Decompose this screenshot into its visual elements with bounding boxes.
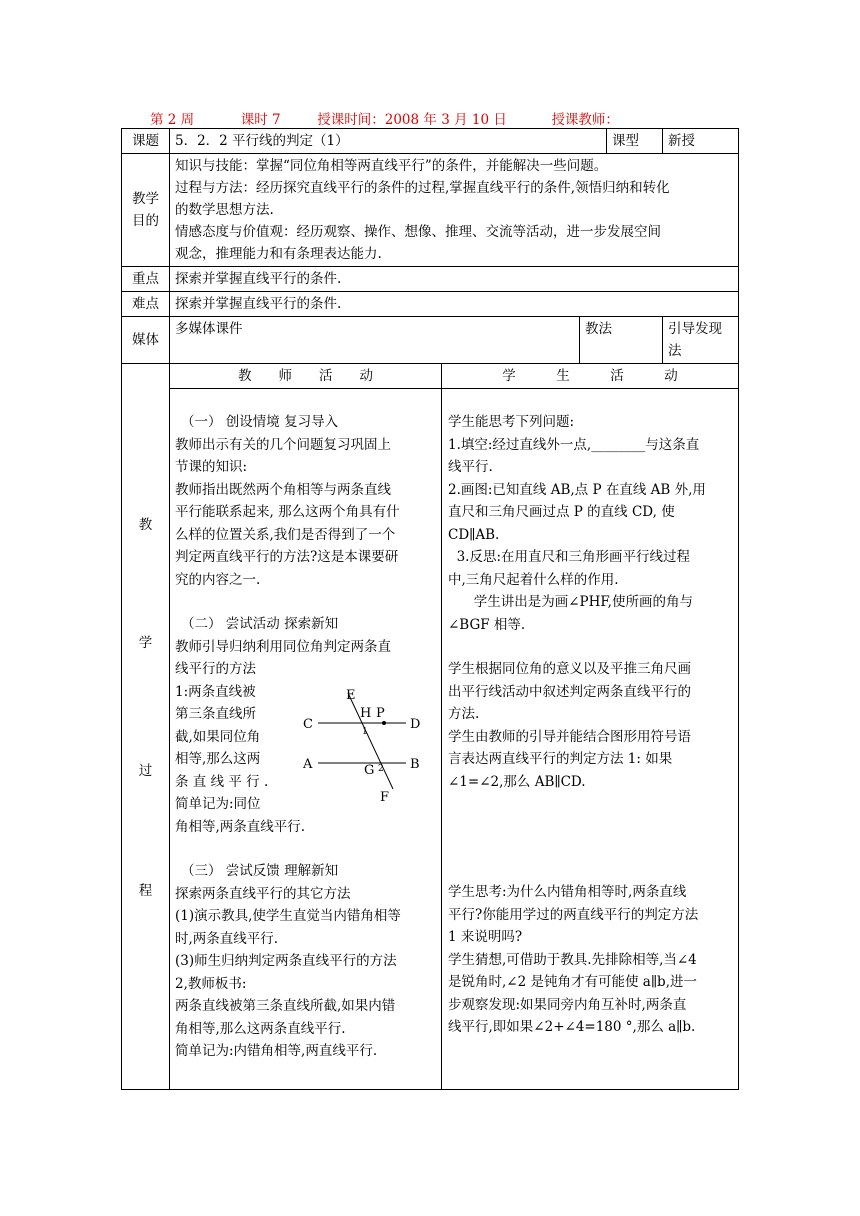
student-line: 学生由教师的引导并能结合图形用符号语 bbox=[448, 728, 691, 745]
topic-label: 课题 bbox=[122, 129, 170, 154]
student-line: CD∥AB. bbox=[448, 526, 500, 543]
student-line: 是锐角时,∠2 是钝角才有可能使 a∥b,进一 bbox=[448, 974, 697, 990]
goal-line: 过程与方法：经历探究直线平行的条件的过程,掌握直线平行的条件,领悟归纳和转化 bbox=[175, 180, 670, 196]
process-body bbox=[170, 389, 739, 1090]
goals-label-line: 目的 bbox=[132, 213, 159, 229]
angle-2-label: 2 bbox=[378, 764, 384, 774]
label-h: H bbox=[360, 706, 372, 721]
teacher-line: 2,教师板书: bbox=[175, 975, 247, 992]
student-line: 学生讲出是为画∠PHF,使所画的角与 bbox=[448, 594, 693, 610]
student-line: 1 来说明吗? bbox=[448, 929, 523, 945]
goal-line: 观念，推理能力和有条理表达能力. bbox=[175, 246, 382, 262]
teacher-line: 么样的位置关系,我们是否得到了一个 bbox=[175, 526, 396, 543]
goals-label-line: 教学 bbox=[132, 191, 159, 207]
parallel-lines-figure bbox=[298, 681, 433, 803]
media-value: 多媒体课件 bbox=[170, 317, 580, 364]
topic-value: 5．2．2 平行线的判定（1） bbox=[170, 129, 607, 154]
type-value: 新授 bbox=[663, 129, 739, 154]
teacher-line: 教师指出既然两个角相等与两条直线 bbox=[175, 481, 391, 498]
teacher-activity-heading: 教 师 活 动 bbox=[170, 364, 442, 389]
teacher-activity bbox=[170, 389, 442, 1089]
difficulty-value: 探索并掌握直线平行的条件. bbox=[170, 292, 739, 317]
process-char: 程 bbox=[138, 883, 153, 899]
label-d: D bbox=[410, 717, 421, 732]
label-a: A bbox=[303, 757, 313, 772]
student-line: 直尺和三角尺画过点 P 的直线 CD, 使 bbox=[448, 504, 675, 520]
process-label bbox=[122, 364, 170, 1090]
key-point-label: 重点 bbox=[122, 267, 170, 292]
teacher-line: 探索两条直线平行的其它方法 bbox=[175, 885, 351, 902]
student-line: 学生思考:为什么内错角相等时,两条直线 bbox=[448, 884, 687, 900]
teacher-line: 条 直 线 平 行 . bbox=[175, 773, 269, 790]
student-line: 3.反思:在用直尺和三角形画平行线过程 bbox=[448, 549, 691, 565]
teacher-line: 平行能联系起来, 那么这两个角具有什 bbox=[175, 504, 400, 520]
difficulty-label: 难点 bbox=[122, 292, 170, 317]
student-line: 2.画图:已知直线 AB,点 P 在直线 AB 外,用 bbox=[448, 481, 706, 498]
teacher-label: 授课教师： bbox=[551, 112, 619, 128]
teacher-line: 角相等,那么这两条直线平行. bbox=[175, 1020, 346, 1037]
process-char: 过 bbox=[138, 763, 153, 779]
method-label: 教法 bbox=[580, 317, 663, 364]
angle-1-label: 1 bbox=[362, 727, 368, 737]
label-f: F bbox=[380, 790, 390, 803]
teacher-line: 截,如果同位角 bbox=[175, 728, 261, 745]
teacher-line: (3)师生归纳判定两条直线平行的方法 bbox=[175, 953, 397, 969]
label-b: B bbox=[410, 757, 420, 772]
teacher-line: 线平行的方法 bbox=[175, 661, 256, 677]
student-line: 中,三角尺起着什么样的作用. bbox=[448, 571, 619, 588]
student-line: 1.填空:经过直线外一点,________与这条直 bbox=[448, 436, 700, 453]
goals-content bbox=[170, 154, 739, 267]
lesson-date: 授课时间：2008 年 3 月 10 日 bbox=[317, 112, 507, 128]
teacher-line: 两条直线被第三条直线所截,如果内错 bbox=[175, 998, 396, 1014]
label-g: G bbox=[364, 763, 375, 778]
student-line: 学生能思考下列问题: bbox=[448, 414, 575, 430]
week-label: 第 2 周 bbox=[150, 112, 195, 128]
teacher-line: 角相等,两条直线平行. bbox=[175, 818, 306, 835]
student-line: 线平行. bbox=[448, 459, 493, 475]
teacher-line: 判定两直线平行的方法?这是本课要研 bbox=[175, 549, 399, 565]
section-3-title: （三） 尝试反馈 理解新知 bbox=[181, 863, 339, 879]
student-line: 学生根据同位角的意义以及平推三角尺画 bbox=[448, 661, 691, 677]
key-point-value: 探索并掌握直线平行的条件. bbox=[170, 267, 739, 292]
teacher-line: 相等,那么这两 bbox=[175, 751, 261, 767]
teacher-line: 教师引导归纳利用同位角判定两条直 bbox=[175, 638, 391, 655]
student-line: 学生猜想,可借助于教具.先排除相等,当∠4 bbox=[448, 951, 697, 968]
teacher-line: 节课的知识: bbox=[175, 459, 248, 475]
teacher-line: 简单记为:同位 bbox=[175, 796, 261, 812]
student-activity-heading: 学 生 活 动 bbox=[442, 364, 739, 389]
student-activity bbox=[442, 389, 738, 1089]
teacher-line: 简单记为:内错角相等,两直线平行. bbox=[175, 1043, 378, 1059]
teacher-line: (1)演示教具,使学生直觉当内错角相等 bbox=[175, 908, 401, 924]
teacher-line: 第三条直线所 bbox=[175, 706, 256, 722]
point-p bbox=[382, 721, 386, 725]
student-line: 言表达两直线平行的判定方法 1: 如果 bbox=[448, 751, 673, 767]
teacher-line: 1:两条直线被 bbox=[175, 683, 256, 700]
section-2-title: （二） 尝试活动 探索新知 bbox=[181, 616, 339, 632]
student-line: ∠BGF 相等. bbox=[448, 616, 526, 633]
goal-line: 知识与技能：掌握“同位角相等两直线平行”的条件，并能解决一些问题。 bbox=[175, 158, 608, 174]
process-char: 学 bbox=[138, 635, 153, 651]
teacher-line: 教师出示有关的几个问题复习巩固上 bbox=[175, 436, 391, 453]
method-value: 引导发现法 bbox=[663, 317, 739, 364]
teacher-line: 究的内容之一. bbox=[175, 571, 261, 588]
lesson-plan-table bbox=[121, 128, 739, 1090]
student-line: 方法. bbox=[448, 706, 480, 722]
lesson-number: 课时 7 bbox=[240, 112, 281, 128]
label-e: E bbox=[346, 688, 356, 703]
media-label: 媒体 bbox=[122, 317, 170, 364]
goals-label bbox=[122, 154, 170, 267]
process-char: 教 bbox=[138, 517, 153, 533]
goal-line: 情感态度与价值观：经历观察、操作、想像、推理、交流等活动，进一步发展空间 bbox=[175, 224, 661, 240]
student-line: 出平行线活动中叙述判定两条直线平行的 bbox=[448, 683, 691, 700]
student-line: 步观察发现:如果同旁内角互补时,两条直 bbox=[448, 996, 687, 1013]
type-label: 课型 bbox=[607, 129, 663, 154]
label-p: P bbox=[376, 706, 385, 721]
student-line: 线平行,即如果∠2+∠4=180 °,那么 a∥b. bbox=[448, 1019, 696, 1035]
section-1-title: （一） 创设情境 复习导入 bbox=[181, 414, 339, 430]
lesson-header bbox=[150, 108, 770, 128]
student-line: 平行?你能用学过的两直线平行的判定方法 bbox=[448, 906, 699, 923]
teacher-line: 时,两条直线平行. bbox=[175, 930, 279, 947]
student-line: ∠1=∠2,那么 AB∥CD. bbox=[448, 773, 586, 790]
goal-line: 的数学思想方法. bbox=[175, 202, 274, 218]
label-c: C bbox=[303, 717, 313, 732]
